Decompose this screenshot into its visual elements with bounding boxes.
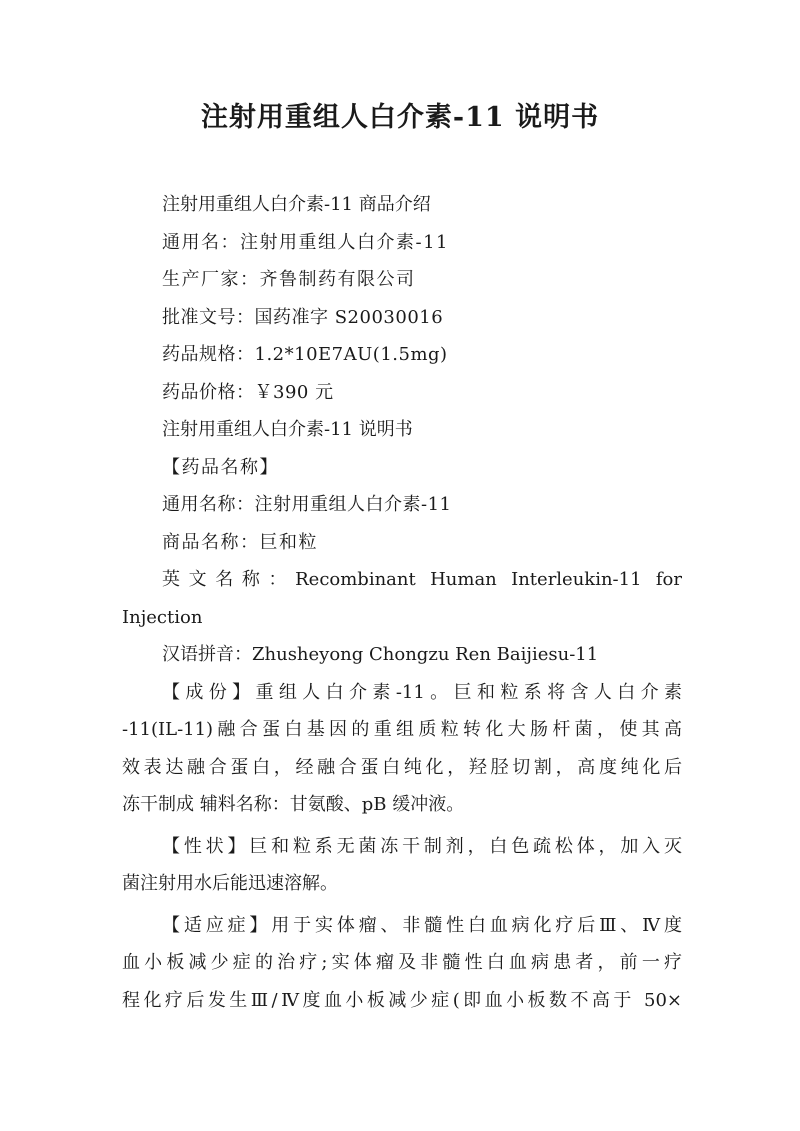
english-name-line-1: 英文名称：Recombinant Human Interleukin-11 for: [162, 569, 682, 590]
pinyin-line: 汉语拼音：Zhusheyong Chongzu Ren Baijiesu-11: [162, 644, 599, 665]
description-line-1: 【性状】巨和粒系无菌冻干制剂，白色疏松体，加入灭: [162, 835, 682, 857]
composition-paragraph: [122, 674, 682, 824]
generic-name-line: 通用名：注射用重组人白介素-11: [162, 231, 449, 253]
indication-paragraph: [122, 907, 682, 1020]
drug-name-heading: 【药品名称】: [162, 456, 279, 478]
approval-number-line: 批准文号：国药准字 S20030016: [162, 306, 444, 328]
manufacturer-line: 生产厂家：齐鲁制药有限公司: [162, 269, 416, 290]
indication-line-2: 血小板减少症的治疗;实体瘤及非髓性白血病患者，前一疗: [122, 952, 682, 973]
document-title: 注射用重组人白介素-11 说明书: [200, 102, 600, 133]
indication-line-1: 【适应症】用于实体瘤、非髓性白血病化疗后Ⅲ、Ⅳ度: [162, 914, 682, 936]
price-line: 药品价格：￥390 元: [162, 381, 334, 403]
composition-line-1: 【成份】重组人白介素-11。巨和粒系将含人白介素: [162, 681, 682, 703]
trade-name-line: 商品名称：巨和粒: [162, 531, 318, 553]
generic-name-line-2: 通用名称：注射用重组人白介素-11: [162, 494, 452, 515]
manual-heading: 注射用重组人白介素-11 说明书: [162, 419, 413, 440]
specification-line: 药品规格：1.2*10E7AU(1.5mg): [162, 344, 448, 365]
indication-line-3: 程化疗后发生Ⅲ/Ⅳ度血小板减少症(即血小板数不高于 50×: [122, 989, 682, 1011]
english-name-line-2: Injection: [122, 606, 203, 628]
composition-line-2: -11(IL-11)融合蛋白基因的重组质粒转化大肠杆菌，使其高: [122, 719, 682, 740]
description-paragraph: [122, 828, 682, 903]
intro-heading: 注射用重组人白介素-11 商品介绍: [162, 194, 431, 215]
document-body: [122, 186, 682, 1019]
composition-line-3: 效表达融合蛋白，经融合蛋白纯化，羟胫切割，高度纯化后: [122, 756, 682, 778]
composition-line-4: 冻干制成 辅料名称：甘氨酸、pB 缓冲液。: [122, 794, 465, 815]
description-line-2: 菌注射用水后能迅速溶解。: [122, 873, 338, 894]
